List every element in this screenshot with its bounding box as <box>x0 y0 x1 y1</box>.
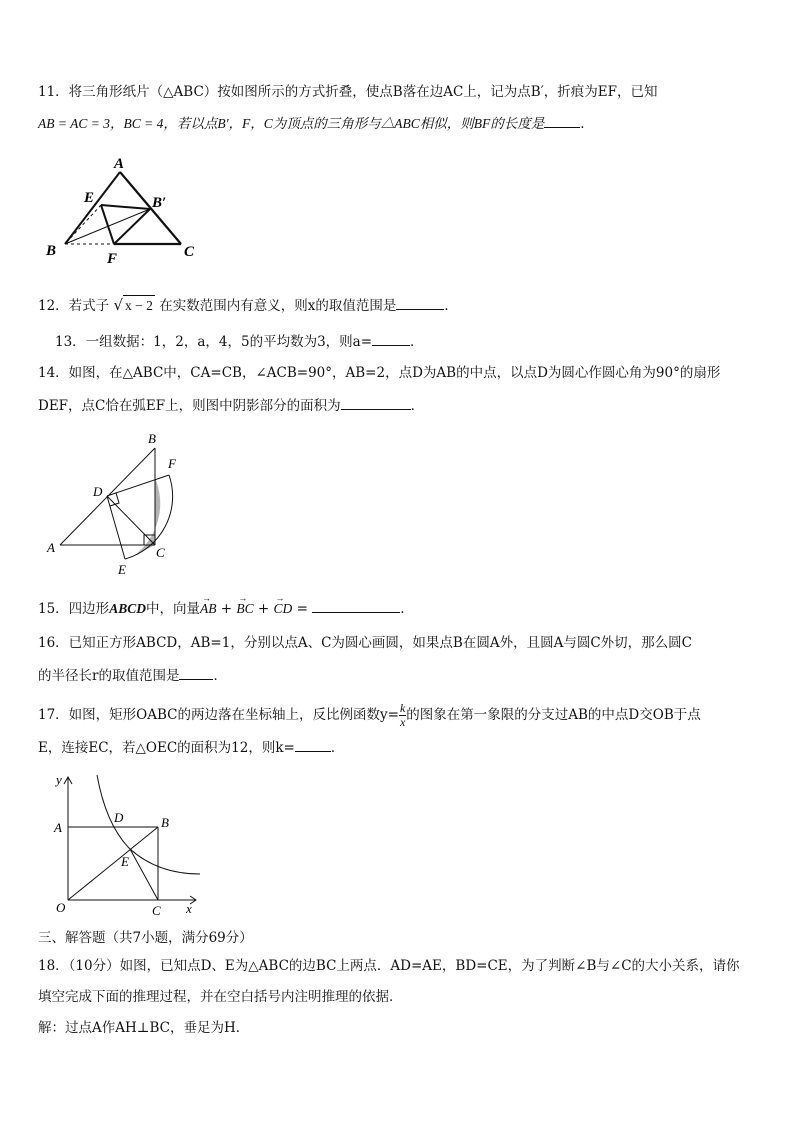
q14-text2: DEF，点C恰在弧EF上，则图中阴影部分的面积为 <box>38 398 341 414</box>
q17-label-B: B <box>161 815 169 830</box>
section3-title <box>38 928 253 948</box>
q18-text3: 解：过点A作AH⊥BC，垂足为H． <box>38 1020 250 1036</box>
q15-line <box>38 598 405 619</box>
q16-text2: 的半径长r的取值范围是 <box>38 668 180 684</box>
q17-prefix: 17．如图，矩形OABC的两边落在坐标轴上，反比例函数y= <box>38 707 399 723</box>
q11-label-F: F <box>107 251 118 267</box>
q16-answer-blank[interactable] <box>179 665 213 680</box>
q17-frac-num: k <box>399 701 406 715</box>
q15-plus2: + <box>257 601 270 617</box>
q11-end: . <box>580 116 585 132</box>
q18-line1 <box>38 956 740 976</box>
q14-label-D: D <box>93 484 103 499</box>
q17-end: ． <box>330 740 345 756</box>
q12-suffix: 在实数范围内有意义，则x的取值范围是 <box>159 298 397 314</box>
q17-edge-OB <box>68 827 158 900</box>
q14-end: ． <box>410 398 425 414</box>
q15-answer-blank[interactable] <box>312 598 400 613</box>
q11-text2: AB = AC = 3，BC = 4，若以点B′，F，C为顶点的三角形与△ABC相似，则BF的长度是 <box>38 116 545 131</box>
q11-line2 <box>38 113 585 134</box>
q17-figure <box>40 770 210 920</box>
q15-mid: 中，向量 <box>145 601 200 617</box>
q14-label-C: C <box>156 545 165 560</box>
section3-title-text: 三、解答题（共7小题，满分69分） <box>38 930 253 946</box>
q15-vector-AB: → AB <box>200 599 217 619</box>
q11-edge-FBp <box>114 209 150 244</box>
q14-label-E: E <box>118 562 126 577</box>
q11-line1 <box>38 82 658 102</box>
q15-equals: = <box>296 601 308 617</box>
q16-end: ． <box>213 668 227 684</box>
q16-line1 <box>38 633 692 653</box>
q11-edge-EBp <box>101 205 150 209</box>
q17-label-D: D <box>114 810 124 825</box>
q15-quad: ABCD <box>109 601 146 616</box>
q14-line2 <box>38 395 424 416</box>
q15-vector-CD: → CD <box>274 599 293 619</box>
q18-text2: 填空完成下面的推理过程，并在空白括号内注明推理的依据． <box>38 989 403 1005</box>
q11-figure <box>40 152 215 267</box>
q15-prefix: 15．四边形 <box>38 601 110 617</box>
q13-text: 13．一组数据：1，2，a，4，5的平均数为3，则a= <box>55 334 373 350</box>
q12-line <box>38 295 458 316</box>
q11-label-B: B <box>46 243 57 259</box>
q11-answer-blank[interactable] <box>544 113 580 128</box>
q11-label-A: A <box>114 156 125 172</box>
q18-text1: 18．（10分）如图，已知点D、E为△ABC的边BC上两点．AD=AE，BD=CE，为了判断∠B与∠C的大小关系，请你 <box>38 958 740 974</box>
q17-line1 <box>38 702 701 729</box>
q14-line1 <box>38 363 720 383</box>
q14-shaded-region <box>135 478 160 555</box>
q11-text1: 11．将三角形纸片（△ABC）按如图所示的方式折叠，使点B落在边AC上，记为点B′，折痕为EF，已知 <box>38 84 658 100</box>
q17-label-C: C <box>152 903 161 918</box>
q17-label-O: O <box>56 900 66 915</box>
q14-label-A: A <box>47 540 55 555</box>
q17-label-y: y <box>56 772 62 787</box>
q11-label-Bprime: B′ <box>152 195 167 211</box>
q18-line2 <box>38 987 403 1007</box>
q17-label-E: E <box>121 854 129 869</box>
q11-label-E: E <box>84 190 95 206</box>
q13-end: ． <box>410 334 424 350</box>
q17-frac-den: x <box>399 715 406 729</box>
q16-text1: 16．已知正方形ABCD，AB=1，分别以点A、C为圆心画圆，如果点B在圆A外，且圆A与圆C外切，那么圆C <box>38 635 692 651</box>
q11-label-C: C <box>184 244 195 260</box>
q17-text2: E，连接EC，若△OEC的面积为12，则k= <box>38 740 295 756</box>
q15-plus1: + <box>220 601 233 617</box>
q14-label-B: B <box>148 431 156 446</box>
q17-hyperbola-curve <box>97 775 200 874</box>
q17-label-A: A <box>54 820 62 835</box>
q12-end: ． <box>444 298 458 314</box>
q17-answer-blank[interactable] <box>295 737 331 752</box>
q12-radicand: x − 2 <box>123 295 155 316</box>
q17-suffix: 的图象在第一象限的分支过AB的中点D交OB于点 <box>406 707 701 723</box>
q16-line2 <box>38 665 227 686</box>
sqrt-icon: √ <box>113 296 124 314</box>
q17-label-x: x <box>186 901 192 916</box>
q17-line2 <box>38 737 344 758</box>
q14-answer-blank[interactable] <box>341 395 411 410</box>
q13-answer-blank[interactable] <box>372 331 410 346</box>
q13-line <box>55 331 424 352</box>
q18-line3 <box>38 1018 249 1038</box>
q15-vector-BC: → BC <box>236 599 253 619</box>
q14-label-F: F <box>168 456 176 471</box>
q14-figure <box>40 428 200 578</box>
q12-answer-blank[interactable] <box>396 295 444 310</box>
q14-text1: 14．如图，在△ABC中，CA=CB，∠ACB=90°，AB=2，点D为AB的中点，以点D为圆心作圆心角为90°的扇形 <box>38 365 721 381</box>
q14-edge-DF <box>107 475 169 496</box>
q15-end: . <box>400 601 405 617</box>
q12-prefix: 12．若式子 <box>38 298 110 314</box>
q17-edge-EC <box>130 849 158 900</box>
